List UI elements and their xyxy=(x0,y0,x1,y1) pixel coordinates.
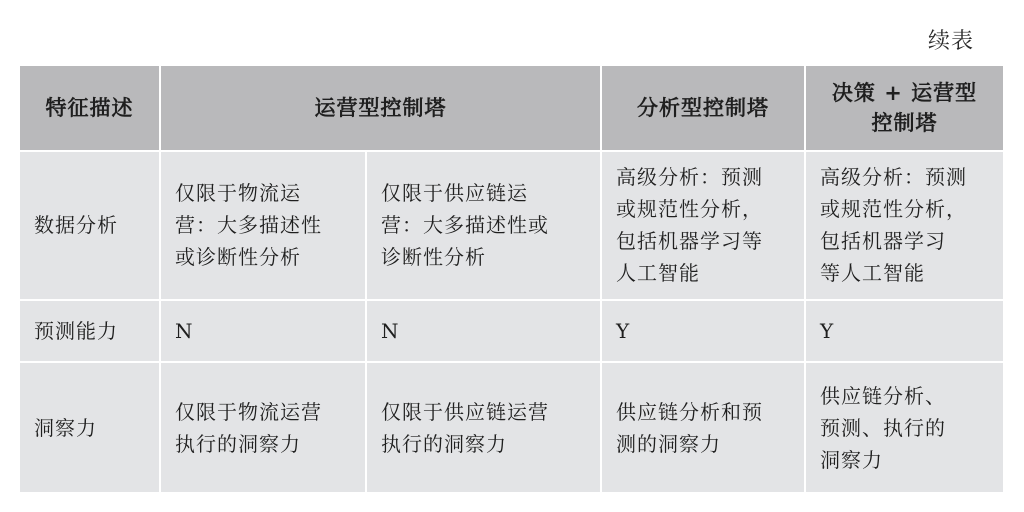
cell-decision-ops: 高级分析：预测 或规范性分析， 包括机器学习 等人工智能 xyxy=(805,151,1004,300)
cell-decision-ops: 供应链分析、 预测、执行的 洞察力 xyxy=(805,362,1004,493)
cell-ops-logistics: N xyxy=(160,300,366,362)
cell-ops-logistics: 仅限于物流运营 执行的洞察力 xyxy=(160,362,366,493)
cell-ops-supply-chain: 仅限于供应链运 营：大多描述性或 诊断性分析 xyxy=(366,151,601,300)
header-decision-ops: 决策 + 运营型 控制塔 xyxy=(805,65,1004,151)
table-row xyxy=(19,151,1004,300)
header-operational: 运营型控制塔 xyxy=(160,65,601,151)
row-label-data-analysis: 数据分析 xyxy=(19,151,160,300)
cell-ops-supply-chain: 仅限于供应链运营 执行的洞察力 xyxy=(366,362,601,493)
table-row xyxy=(19,362,1004,493)
table-header-row xyxy=(19,65,1004,151)
table-row xyxy=(19,300,1004,362)
cell-analytical: 供应链分析和预 测的洞察力 xyxy=(601,362,805,493)
continued-label: 续表 xyxy=(927,29,974,54)
row-label-insight: 洞察力 xyxy=(19,362,160,493)
cell-ops-supply-chain: N xyxy=(366,300,601,362)
control-tower-comparison-table xyxy=(18,64,1005,494)
header-feature: 特征描述 xyxy=(19,65,160,151)
cell-ops-logistics: 仅限于物流运 营：大多描述性 或诊断性分析 xyxy=(160,151,366,300)
row-label-forecast: 预测能力 xyxy=(19,300,160,362)
header-analytical: 分析型控制塔 xyxy=(601,65,805,151)
cell-analytical: Y xyxy=(601,300,805,362)
cell-analytical: 高级分析：预测 或规范性分析， 包括机器学习等 人工智能 xyxy=(601,151,805,300)
cell-decision-ops: Y xyxy=(805,300,1004,362)
